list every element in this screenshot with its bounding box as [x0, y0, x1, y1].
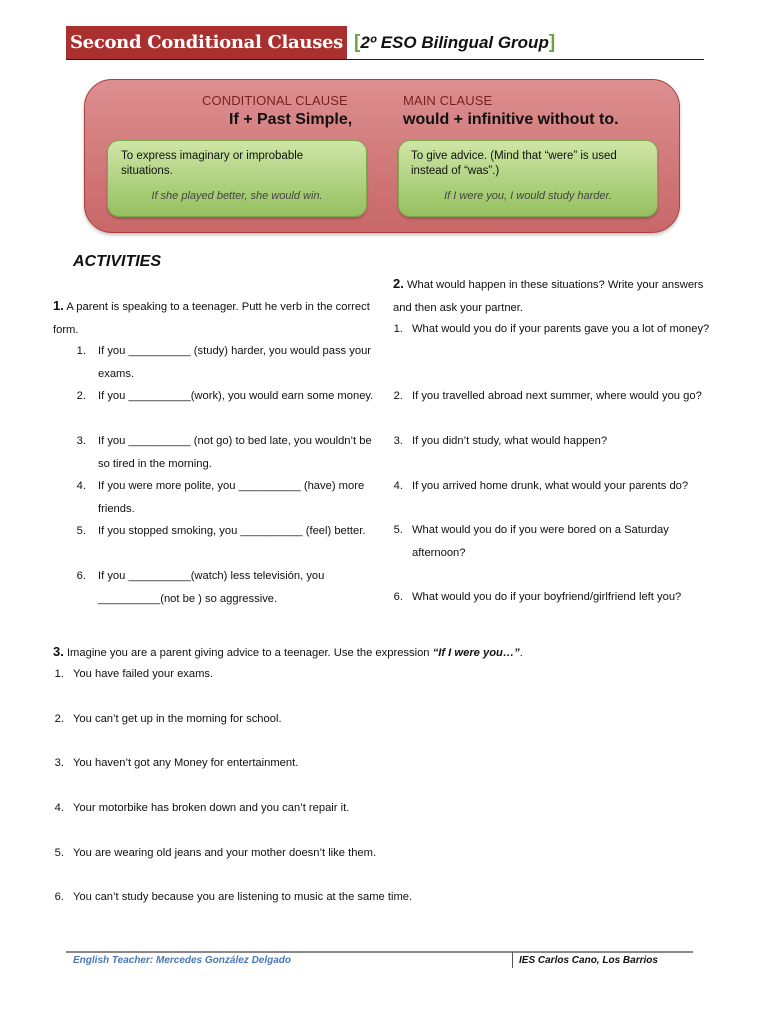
document-subtitle — [354, 30, 555, 56]
item-number: 3. — [54, 757, 64, 769]
item-text: If you __________(watch) less televisión, you __________(not be ) so aggressive. — [98, 570, 325, 605]
list-item — [48, 886, 708, 916]
conditional-example: If she played better, she would win. — [151, 190, 323, 202]
list-item — [387, 586, 737, 616]
item-number: 6. — [54, 891, 64, 903]
main-use-box — [398, 140, 658, 217]
item-number: 3. — [76, 435, 86, 447]
item-text: You have failed your exams. — [73, 668, 214, 680]
footer-school: IES Carlos Cano, Los Barrios — [519, 955, 658, 966]
activity1-instruction-text: A parent is speaking to a teenager. Putt he verb in the correct form. — [53, 301, 370, 336]
activity2-number: 2. — [393, 276, 404, 291]
main-clause-formula: would + infinitive without to. — [403, 111, 619, 128]
item-text: You can’t get up in the morning for school. — [73, 713, 282, 725]
item-text: If you __________ (study) harder, you would pass your exams. — [98, 345, 372, 380]
item-number: 2. — [393, 390, 403, 402]
item-text: If you were more polite, you __________ (have) more friends. — [98, 480, 365, 515]
item-number: 5. — [393, 524, 403, 536]
activity3-instruction — [53, 641, 713, 665]
activity1-instruction — [53, 295, 373, 341]
item-text: You can’t study because you are listening to music at the same time. — [73, 891, 413, 903]
activity2-instruction — [393, 273, 713, 319]
footer-divider — [66, 951, 693, 953]
item-number: 1. — [76, 345, 86, 357]
list-item — [70, 475, 380, 520]
activity2-list — [387, 318, 737, 616]
item-text: If you didn’t study, what would happen? — [412, 435, 608, 447]
activity3-instruction-text: Imagine you are a parent giving advice to a teenager. Use the expression — [66, 647, 433, 659]
list-item — [48, 663, 708, 708]
item-text: What would you do if your parents gave you a lot of money? — [412, 323, 710, 335]
activity1-number: 1. — [53, 298, 64, 313]
document-title: Second Conditional Clauses — [69, 32, 344, 53]
activity3-number: 3. — [53, 644, 64, 659]
item-text: You haven’t got any Money for entertainment. — [73, 757, 299, 769]
subtitle-close-bracket: ] — [548, 32, 556, 53]
list-item — [70, 520, 380, 565]
list-item — [387, 475, 737, 519]
header-divider — [66, 59, 704, 60]
item-text: If you arrived home drunk, what would your parents do? — [412, 480, 689, 492]
item-text: If you stopped smoking, you __________ (feel) better. — [98, 525, 366, 537]
item-number: 1. — [54, 668, 64, 680]
item-number: 2. — [54, 713, 64, 725]
list-item — [387, 318, 737, 385]
item-number: 4. — [76, 480, 86, 492]
list-item — [70, 430, 380, 475]
item-text: What would you do if your boyfriend/girlfriend left you? — [412, 591, 682, 603]
activity2-instruction-text: What would happen in these situations? Write your answers and then ask your partner. — [393, 279, 704, 314]
item-number: 4. — [54, 802, 64, 814]
conditional-use-box — [107, 140, 367, 217]
list-item — [387, 385, 737, 430]
conditional-clause-label: CONDITIONAL CLAUSE — [202, 93, 348, 108]
item-number: 5. — [54, 847, 64, 859]
item-number: 3. — [393, 435, 403, 447]
footer-separator — [512, 952, 513, 968]
activity1-list — [70, 340, 380, 610]
list-item — [48, 797, 708, 842]
item-text: If you __________ (not go) to bed late, you wouldn’t be so tired in the morning. — [98, 435, 372, 470]
conditional-use-text: To express imaginary or improbable situations. — [121, 150, 304, 177]
subtitle-open-bracket: [ — [354, 32, 361, 53]
footer-teacher: English Teacher: Mercedes González Delgado — [73, 955, 292, 966]
conditional-clause-formula: If + Past Simple, — [229, 111, 353, 128]
list-item — [387, 519, 737, 586]
item-text: Your motorbike has broken down and you can’t repair it. — [73, 802, 350, 814]
activities-heading: ACTIVITIES — [73, 253, 162, 270]
item-number: 2. — [76, 390, 86, 402]
main-example: If I were you, I would study harder. — [444, 190, 612, 202]
item-text: If you __________(work), you would earn some money. — [98, 390, 374, 402]
item-text: If you travelled abroad next summer, where would you go? — [412, 390, 702, 402]
list-item — [48, 708, 708, 752]
item-number: 5. — [76, 525, 86, 537]
activity3-expression: “If I were you…” — [432, 647, 520, 659]
list-item — [70, 340, 380, 385]
item-text: You are wearing old jeans and your mother doesn’t like them. — [73, 847, 377, 859]
activity3-list — [48, 663, 708, 916]
item-number: 4. — [393, 480, 403, 492]
main-use-text: To give advice. (Mind that “were” is used instead of “was”.) — [411, 150, 617, 177]
item-number: 6. — [393, 591, 403, 603]
item-number: 6. — [76, 570, 86, 582]
item-number: 1. — [393, 323, 403, 335]
list-item — [48, 752, 708, 797]
list-item — [387, 430, 737, 475]
item-text: What would you do if you were bored on a Saturday afternoon? — [412, 524, 669, 559]
title-banner — [66, 26, 347, 59]
subtitle-text: 2º ESO Bilingual Group — [360, 33, 549, 52]
activity3-instruction-end: . — [519, 647, 523, 659]
main-clause-label: MAIN CLAUSE — [403, 93, 493, 108]
list-item — [70, 565, 380, 610]
list-item — [48, 842, 708, 886]
list-item — [70, 385, 380, 430]
